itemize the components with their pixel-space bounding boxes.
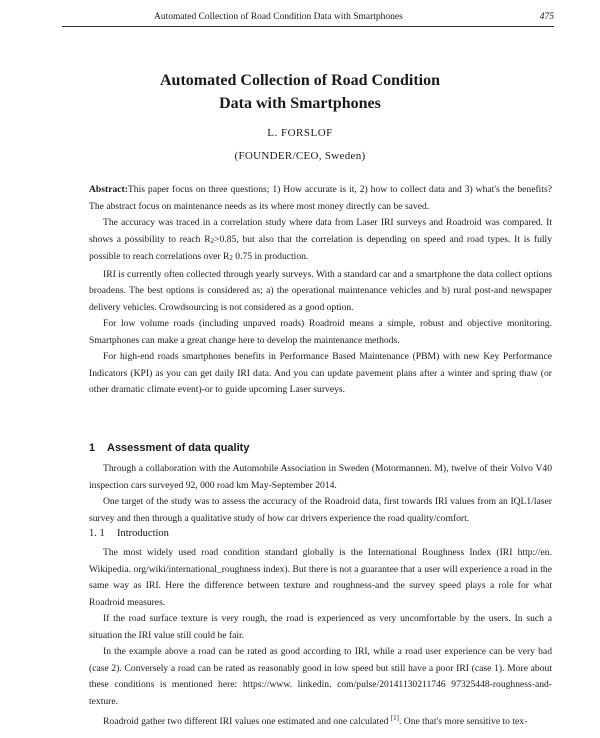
section-1-paragraph-1 <box>89 461 552 494</box>
abstract-paragraph-2 <box>89 215 552 267</box>
abstract-p5-text: For high-end roads smartphones benefits in Performance Based Maintenance (PBM) with new Key Performance Indicators (KPI) as you can get daily IRI data. And you can update pavement plans after a winter and spring thaw (or other dramatic climate event)-or to guide upcoming Laser surveys. <box>89 351 552 395</box>
running-title: Automated Collection of Road Condition Data with Smartphones <box>154 12 403 22</box>
subsection-number: 1. 1 <box>89 528 105 539</box>
subsection-paragraph-2 <box>89 611 552 644</box>
paper-title-line-2: Data with Smartphones <box>219 95 381 112</box>
running-header <box>62 12 554 27</box>
section-1-p1-text: Through a collaboration with the Automobile Association in Sweden (Motormannen. M), twelve of their Volvo V40 inspection cars surveyed 92, 000 road km May-September 2014. <box>89 463 552 491</box>
abstract-paragraph-5 <box>89 349 552 399</box>
affiliation: (FOUNDER/CEO, Sweden) <box>234 150 366 162</box>
subsection-p3-text: In the example above a road can be rated as good according to IRI, while a road user experience can be very bad (case 2). Conversely a road can be rated as reasonably good in low speed but still have a poor IRI (case 1). More about these conditions is mentioned here: https://www. linkedin. com/pulse/20141130211746 97325448-roughness-and-texture. <box>89 646 552 707</box>
section-1-paragraph-2 <box>89 494 552 527</box>
citation-marker: [1] <box>390 714 399 722</box>
abstract <box>89 182 552 399</box>
abstract-label: Abstract: <box>89 184 128 195</box>
paper-title-line-1: Automated Collection of Road Condition <box>159 72 440 89</box>
abstract-paragraph-3 <box>89 267 552 317</box>
section-title: Assessment of data quality <box>107 442 250 454</box>
author: L. FORSLOF <box>267 127 333 139</box>
abstract-text: This paper focus on three questions; 1) How accurate is it, 2) how to collect data and 3) what's the benefits? The abstract focus on maintenance needs as its where most money directly can be saved. <box>89 184 552 212</box>
subsection-p4-continuation: . One that's more sensitive to tex- <box>398 716 528 727</box>
abstract-p2-part2: >0.85, but also that the correlation is depending on speed and road types. It is fully possible to reach correlations over R <box>89 233 552 262</box>
abstract-p3-text: IRI is currently often collected through yearly surveys. With a standard car and a smartphone the data collect options broadens. The best options is considered as; a) the operational maintenance vehicles and b) rural post-and newspaper delivery vehicles. Crowdsourcing is not considered as a good option. <box>89 268 552 313</box>
abstract-p4-text: For low volume roads (including unpaved roads) Roadroid means a simple, robust and objective monitoring. Smartphones can make a great change here to develop the maintenance methods. <box>89 318 552 346</box>
subsection-p1-text: The most widely used road condition standard globally is the International Roughness Index (IRI http://en. Wikipedia. org/wiki/international_roughness index). But there is not a guarantee that a user will experience a road in the same way as IRI. Here the difference between texture and roughness-and the survey speed plays a role for what Roadroid measures. <box>89 547 552 608</box>
subsection-paragraph-4 <box>89 710 552 731</box>
page-number: 475 <box>539 12 554 22</box>
section-1-body <box>89 461 552 527</box>
subsection-body <box>89 545 552 731</box>
abstract-p2-part1: The accuracy was traced in a correlation study where data from Laser IRI surveys and Roadroid was compared. It shows a possibility to reach R <box>89 217 552 245</box>
subsection-paragraph-1 <box>89 545 552 611</box>
subsection-p2-text: If the road surface texture is very rough, the road is experienced as very uncomfortable by the users. In such a situation the IRI value still could be fair. <box>89 613 552 641</box>
r-squared-subscript: 2 <box>210 236 215 245</box>
section-heading <box>89 442 249 454</box>
section-number: 1 <box>89 442 96 454</box>
r-squared-subscript: 2 <box>229 254 233 262</box>
section-1-p2-text: One target of the study was to assess the accuracy of the Roadroid data, first towards IRI values from an IQL1/laser survey and then through a qualitative study of how car drivers experience the road quality/comfort. <box>89 496 552 524</box>
subsection-title: Introduction <box>117 528 169 539</box>
subsection-heading <box>89 528 169 539</box>
abstract-p2-part3: 0.75 in production. <box>232 251 309 262</box>
subsection-p4-text: Roadroid gather two different IRI values one estimated and one calculated <box>103 716 391 727</box>
subsection-paragraph-3 <box>89 644 552 710</box>
abstract-paragraph-4 <box>89 316 552 349</box>
abstract-paragraph-1 <box>89 182 552 215</box>
